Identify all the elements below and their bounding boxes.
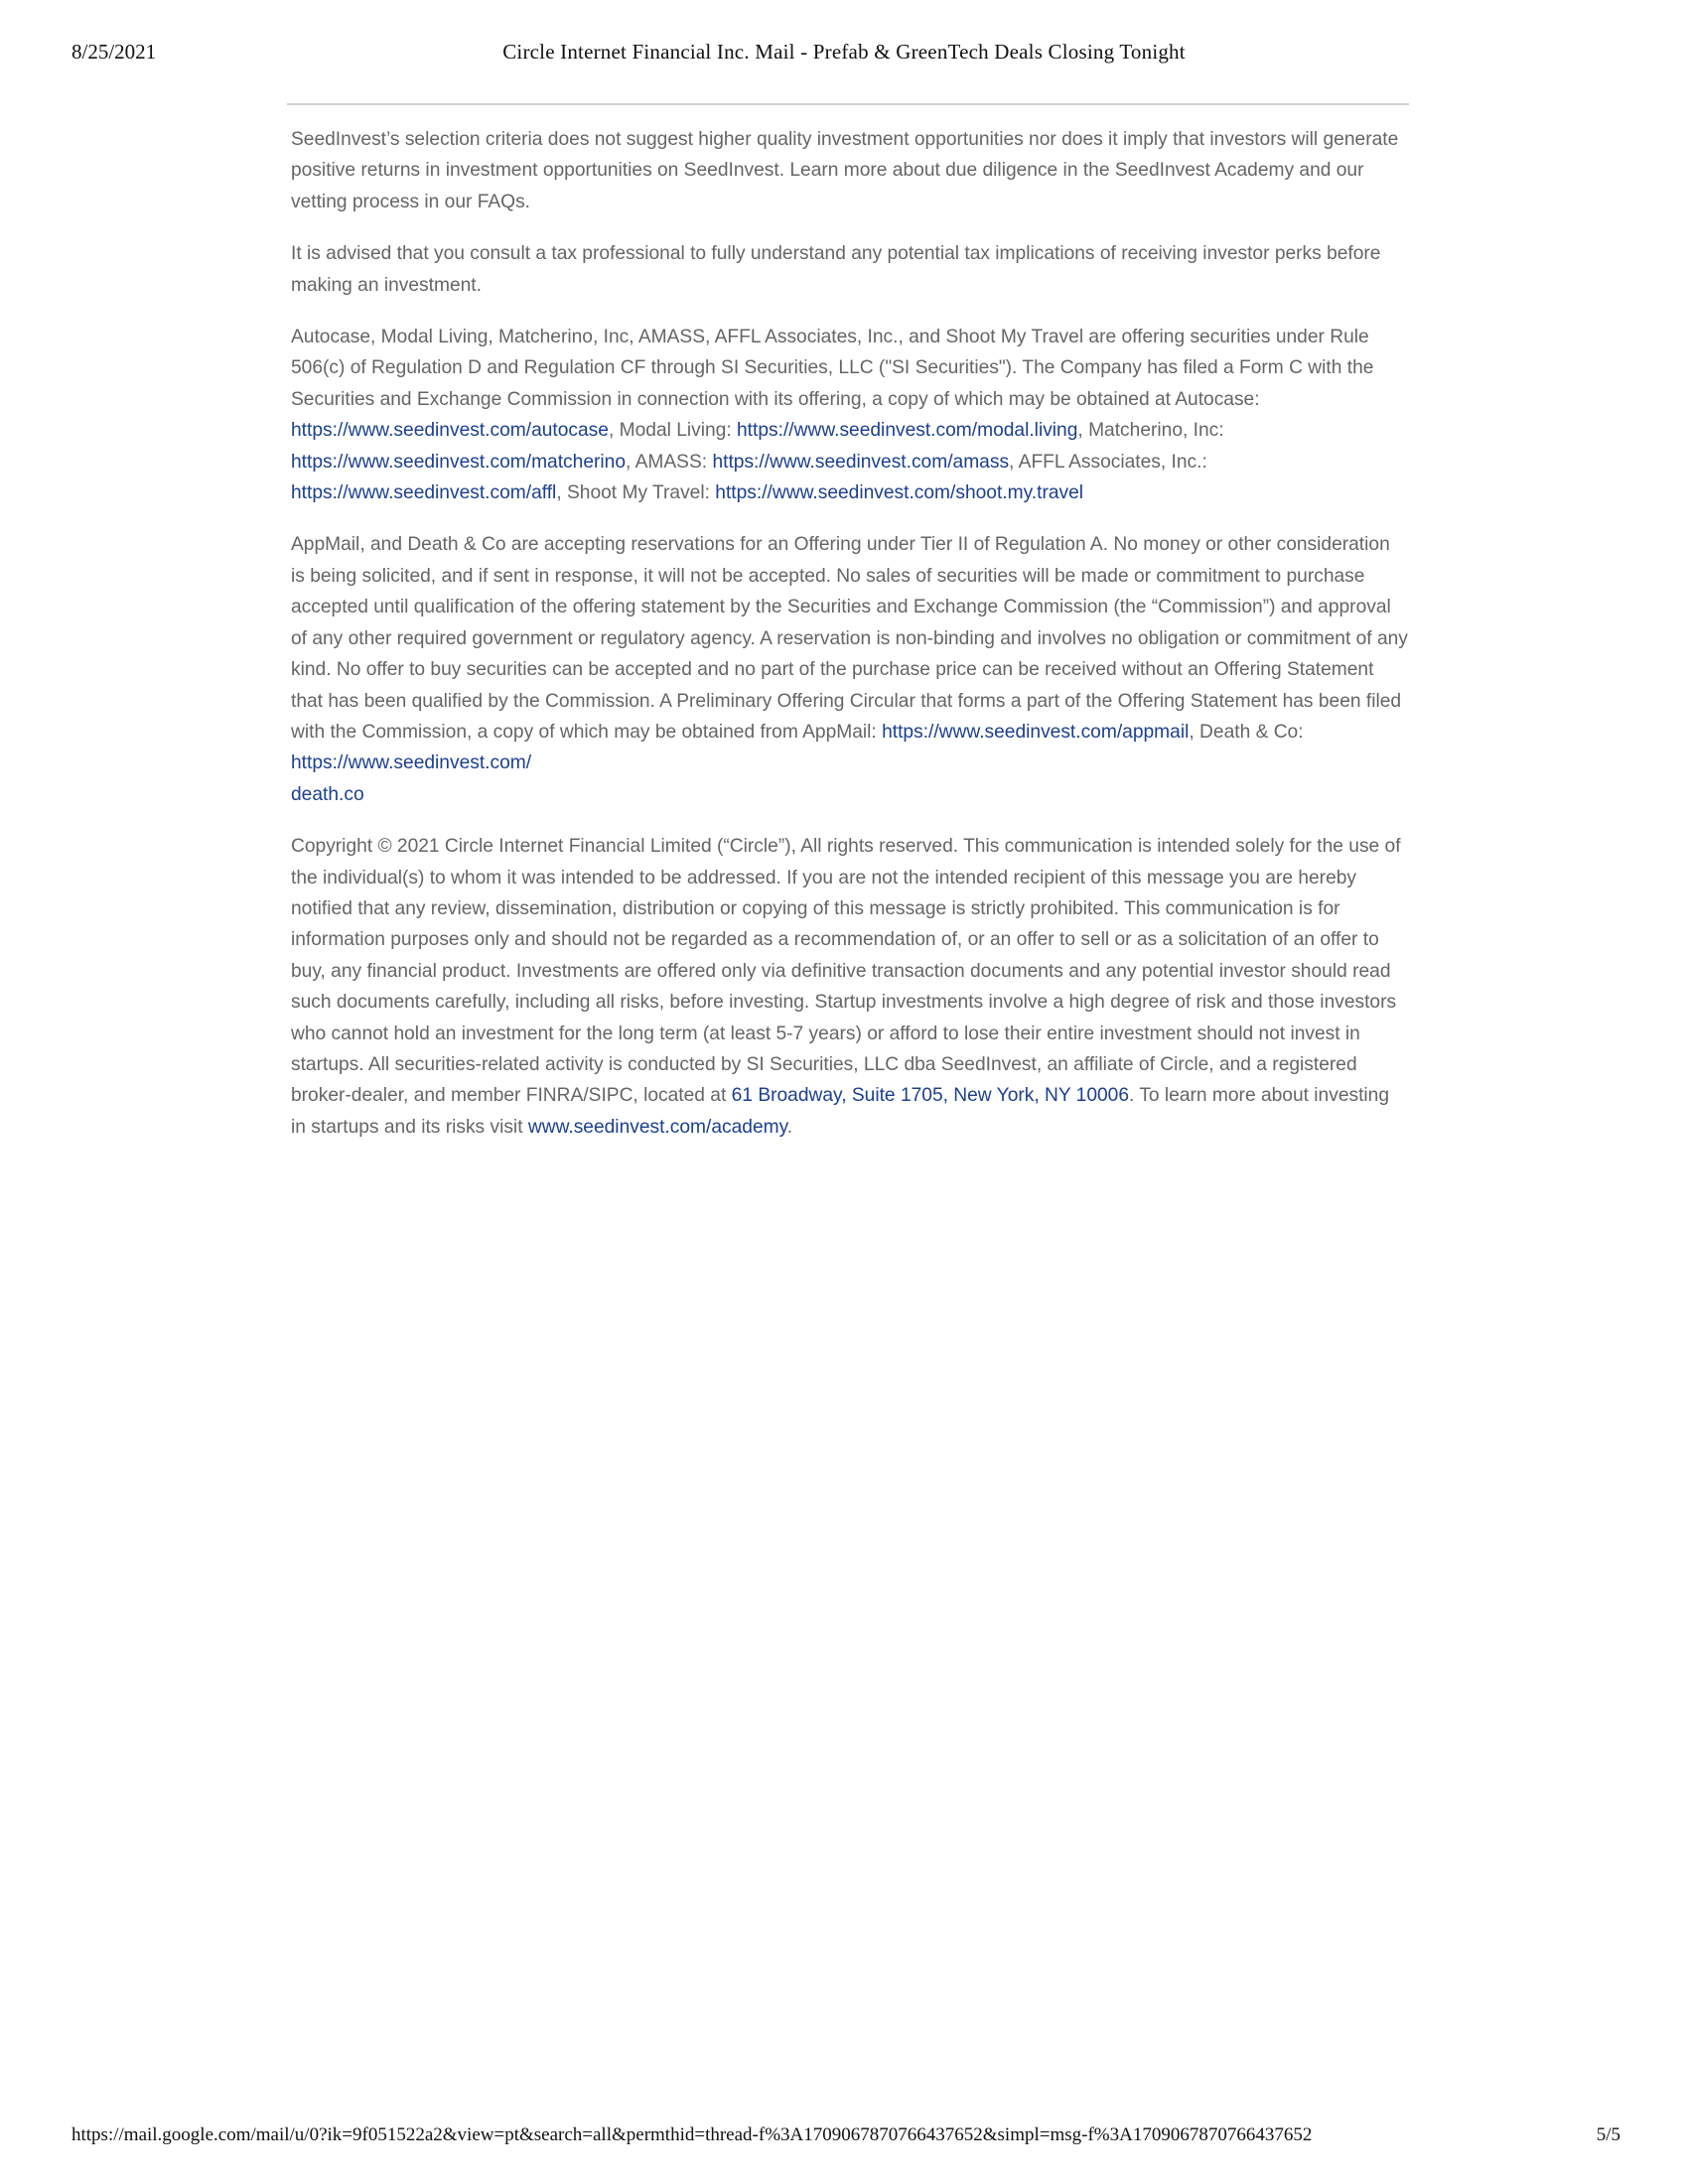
separator-text: , Shoot My Travel: bbox=[556, 482, 716, 504]
death-co-link[interactable] bbox=[291, 752, 531, 804]
affl-link[interactable]: https://www.seedinvest.com/affl bbox=[291, 482, 557, 504]
page-title: Circle Internet Financial Inc. Mail - Prefab & GreenTech Deals Closing Tonight bbox=[502, 40, 1186, 64]
autocase-link[interactable]: https://www.seedinvest.com/autocase bbox=[291, 420, 609, 442]
matcherino-link[interactable]: https://www.seedinvest.com/matcherino bbox=[291, 451, 626, 473]
shoot-my-travel-link[interactable]: https://www.seedinvest.com/shoot.my.travel bbox=[715, 482, 1084, 504]
disclaimer-regulation-a bbox=[291, 529, 1408, 810]
address-link[interactable]: 61 Broadway, Suite 1705, New York, NY 10006 bbox=[731, 1085, 1129, 1107]
modal-living-link[interactable]: https://www.seedinvest.com/modal.living bbox=[737, 420, 1078, 442]
academy-link[interactable]: www.seedinvest.com/academy bbox=[527, 1116, 787, 1138]
separator-text: , Matcherino, Inc: bbox=[1077, 420, 1224, 442]
separator-text: , AFFL Associates, Inc.: bbox=[1009, 451, 1207, 473]
copyright-text: . bbox=[786, 1116, 793, 1138]
print-url: https://mail.google.com/mail/u/0?ik=9f051522a2&view=pt&search=all&permthid=thread-f%3A1709067870766437652&simpl=msg-f%3A1709067870766437652 bbox=[71, 2124, 1313, 2145]
disclaimer-tax: It is advised that you consult a tax professional to fully understand any potential tax implications of receiving investor perks before making an investment. bbox=[291, 243, 1381, 296]
page-number: 5/5 bbox=[1596, 2124, 1620, 2145]
copyright-text: Copyright © 2021 Circle Internet Financial Limited (“Circle”), All rights reserved. This communication is intended solely for the use of the individual(s) to whom it was intended to be addressed. If you are not the intended recipient of this message you are hereby notified that any review, dissemination, distribution or copying of this message is strictly prohibited. This communication is for information purposes only and should not be regarded as a recommendation of, or an offer to sell or as a solicitation of an offer to buy, any financial product. Investments are offered only via definitive transaction documents and any potential investor should read such documents carefully, including all risks, before investing. Startup investments involve a high degree of risk and those investors who cannot hold an investment for the long term (at least 5-7 years) or afford to lose their entire investment should not invest in startups. All securities-related activity is conducted by SI Securities, LLC dba SeedInvest, an affiliate of Circle, and a registered broker-dealer, and member FINRA/SIPC, located at bbox=[291, 836, 1401, 1107]
copyright-notice bbox=[291, 831, 1408, 1143]
death-co-link-part: death.co bbox=[291, 783, 364, 805]
disclaimer-selection-criteria: SeedInvest’s selection criteria does not suggest higher quality investment opportunities nor does it imply that investors will generate positive returns in investment opportunities on SeedInvest. Learn more about due diligence in the SeedInvest Academy and our vetting process in our FAQs. bbox=[291, 129, 1399, 212]
separator-text: , AMASS: bbox=[626, 451, 713, 473]
regulation-cf-text: Autocase, Modal Living, Matcherino, Inc, AMASS, AFFL Associates, Inc., and Shoot My Travel are offering securities under Rule 506(c) of Regulation D and Regulation CF through SI Securities, LLC ("SI Securities"). The Company has filed a Form C with the Securities and Exchange Commission in connection with its offering, a copy of which may be obtained at Autocase: bbox=[291, 327, 1374, 410]
amass-link[interactable]: https://www.seedinvest.com/amass bbox=[712, 451, 1010, 473]
header-divider bbox=[287, 103, 1409, 105]
appmail-link[interactable]: https://www.seedinvest.com/appmail bbox=[882, 721, 1190, 743]
print-date: 8/25/2021 bbox=[71, 40, 157, 64]
email-body bbox=[291, 124, 1408, 1163]
separator-text: , Death & Co: bbox=[1189, 721, 1304, 743]
separator-text: , Modal Living: bbox=[608, 420, 738, 442]
regulation-a-text: AppMail, and Death & Co are accepting reservations for an Offering under Tier II of Regulation A. No money or other consideration is being solicited, and if sent in response, it will not be accepted. No sales of securities will be made or commitment to purchase accepted until qualification of the offering statement by the Securities and Exchange Commission (the “Commission”) and approval of any other required government or regulatory agency. A reservation is non-binding and involves no obligation or commitment of any kind. No offer to buy securities can be accepted and no part of the purchase price can be received without an Offering Statement that has been qualified by the Commission. A Preliminary Offering Circular that forms a part of the Offering Statement has been filed with the Commission, a copy of which may be obtained from AppMail: bbox=[291, 534, 1408, 743]
copyright-text: . To learn more about investing in startups and its risks visit bbox=[291, 1085, 1390, 1138]
disclaimer-regulation-cf bbox=[291, 322, 1408, 508]
death-co-link-part: https://www.seedinvest.com/ bbox=[291, 752, 532, 774]
